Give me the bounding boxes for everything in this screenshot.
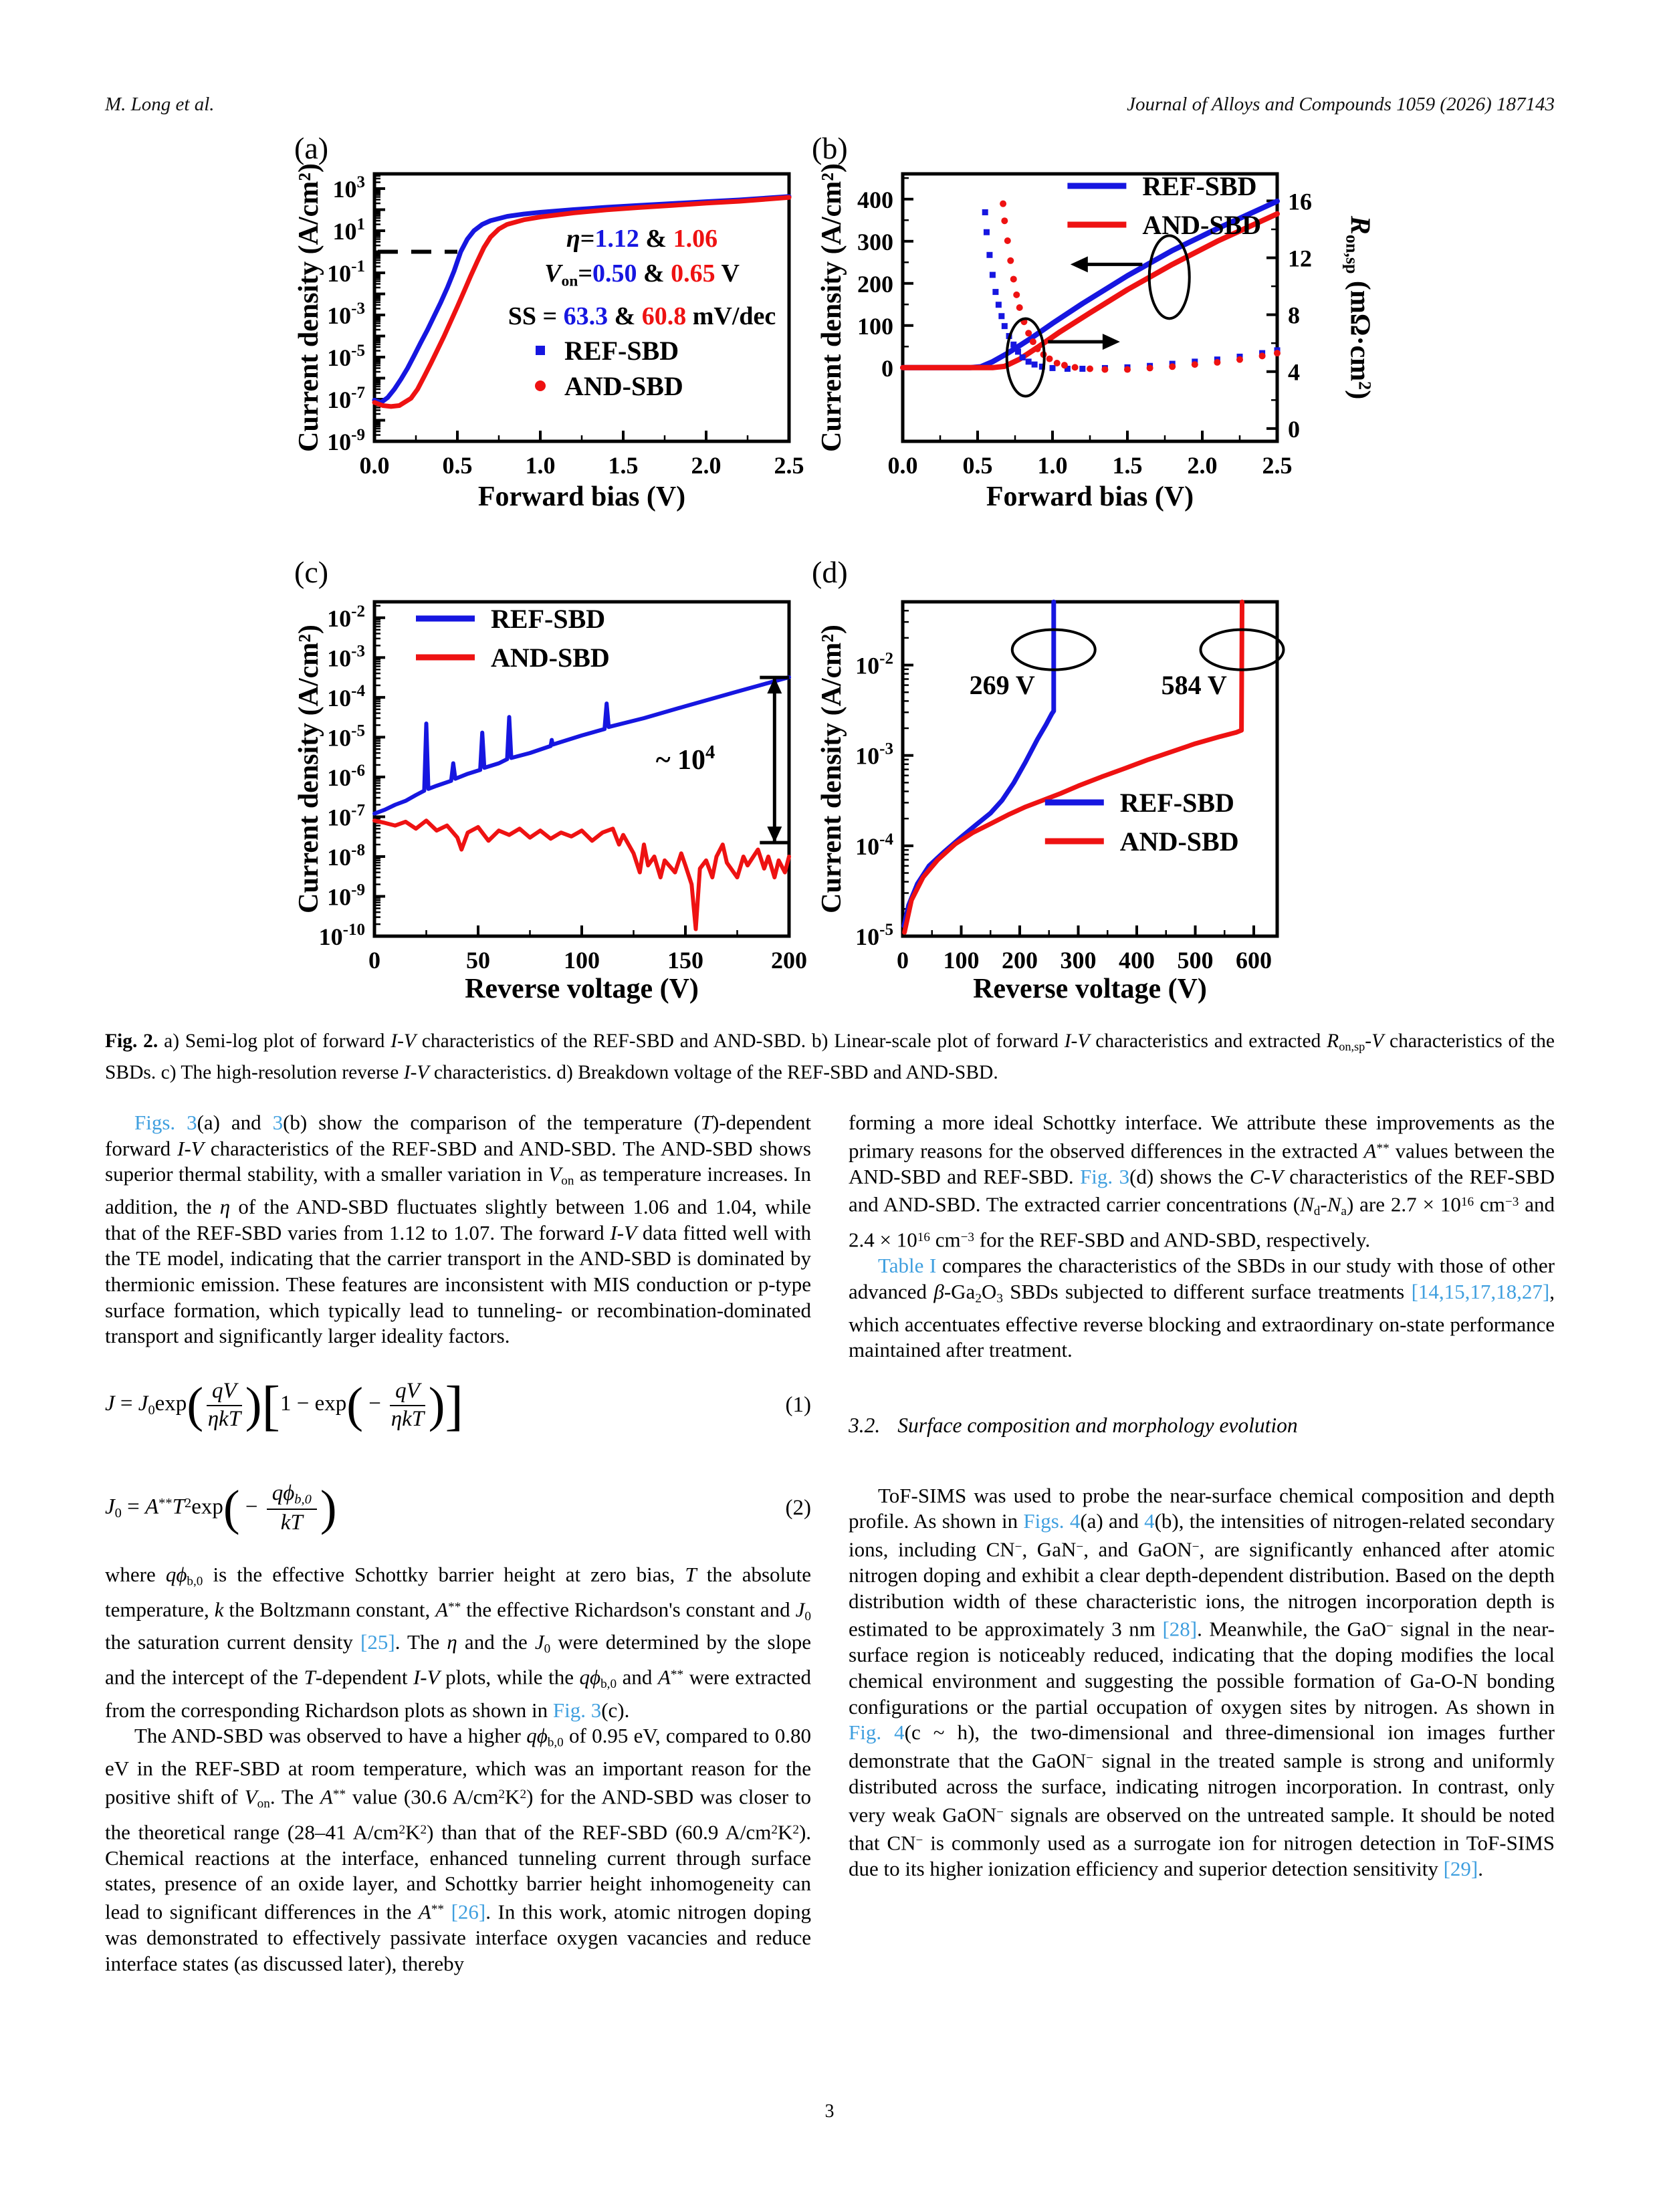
paragraph: The AND-SBD was observed to have a higher $q\phi_{b,0}$ of 0.95 eV, compared to 0.80 eV in the REF-SBD at room temperature, which was an important reason for the positive shift of $V_{on}$. The A** value (30.6 $A/cm^2K^2$) for the AND-SBD was closer to the theoretical range (28–41 $A/cm^2K^2$) than that of the REF-SBD (60.9 $A/cm^2K^2$). Chemical reactions at the interface, enhanced tunneling current through surface states, presence of an oxide layer, and Schottky barrier height inhomogeneity can lead to significant differences in the A** [26]. In this work, atomic nitrogen doping was demonstrated to effectively passivate interface oxygen vacancies and reduce interface states (as discussed later), thereby (105, 1724, 812, 1975)
panel-label-a: (a) (294, 131, 329, 165)
svg-text:10-7: $10^{-7}$ (327, 384, 365, 414)
x-axis-title: Reverse voltage (V) (973, 974, 1207, 1004)
svg-text:0: 0 (897, 947, 909, 974)
svg-text:584 V: 584 V (1161, 669, 1227, 700)
svg-text:0: 0 (881, 354, 893, 382)
svg-text:100: 100 (943, 947, 980, 974)
svg-text:0.0: 0.0 (359, 452, 390, 479)
equation-2 (105, 1462, 811, 1555)
citation-link[interactable]: Figs. 3 (134, 1111, 197, 1134)
svg-text:10-2: $10^{-2}$ (855, 649, 893, 679)
running-head-journal: Journal of Alloys and Compounds 1059 (2026) 187143 (1127, 94, 1555, 115)
svg-text:REF-SBD: REF-SBD (1119, 788, 1234, 818)
svg-text:0.5: 0.5 (962, 452, 993, 479)
running-head-authors: M. Long et al. (105, 94, 215, 115)
ss-values: SS = 63.3 & 60.8 mV/dec (508, 302, 776, 330)
equation-number: (1) (785, 1393, 811, 1418)
panel-label-c: (c) (294, 555, 329, 589)
page-number: 3 (824, 2101, 835, 2122)
svg-text:300: 300 (857, 228, 893, 255)
y-axis-title: Current density (A/cm²) (816, 625, 847, 913)
svg-text:0: 0 (368, 947, 380, 974)
svg-text:AND-SBD: AND-SBD (564, 371, 683, 401)
y-axis-title: Current density (A/cm²) (294, 163, 324, 452)
svg-text:2.0: 2.0 (691, 452, 722, 479)
svg-text:10-3: $10^{-3}$ (327, 642, 365, 672)
chart-panel-b (802, 124, 1384, 518)
citation-link[interactable]: 4 (1144, 1509, 1155, 1533)
citation-link[interactable]: Fig. 3 (1080, 1164, 1130, 1188)
equation-number: (2) (785, 1496, 811, 1521)
svg-text:100: 100 (857, 312, 893, 340)
von-values: $V_{on}=0.50$ & 0.65 V (544, 259, 740, 290)
svg-text:10-3: $10^{-3}$ (855, 740, 893, 770)
svg-text:10-4: $10^{-4}$ (327, 681, 365, 711)
chart-panel-c (281, 545, 816, 1013)
svg-text:400: 400 (1119, 947, 1155, 974)
svg-text:150: 150 (667, 947, 703, 974)
x-axis-title: Reverse voltage (V) (465, 974, 699, 1004)
equation-1-body: $J = J_0\exp$( $\frac{qV}{\text{ηkT}}$ )[1 − exp( − $\frac{qV}{\text{ηkT}}$ )] (105, 1374, 463, 1436)
svg-text:200: 200 (771, 947, 807, 974)
x-axis-title: Forward bias (V) (477, 481, 686, 512)
right-y-axis-title: $R_{on,sp}$ $(m\Omega\cdot cm^2)$ (1342, 215, 1375, 400)
svg-text:AND-SBD: AND-SBD (491, 643, 610, 673)
paragraph: forming a more ideal Schottky interface. We attribute these improvements as the primary reasons for the observed differences in the extracted A** values between the AND-SBD and REF-SBD. Fig. 3(d) shows the C-V characteristics of the REF-SBD and AND-SBD. The extracted carrier concentrations $(N_d-N_a)$ are $2.7 \times 10^{16}$ $cm^{-3}$ and $2.4 \times 10^{16}$ $cm^{-3}$ for the REF-SBD and AND-SBD, respectively. (849, 1111, 1555, 1252)
citation-link[interactable]: [26] (451, 1900, 486, 1924)
forward-jv-linear-plot (802, 124, 1384, 518)
citation-link[interactable]: 3 (272, 1111, 284, 1134)
svg-text:10-4: $10^{-4}$ (855, 830, 893, 860)
svg-text:1.5: 1.5 (608, 452, 639, 479)
svg-text:10-3: $10^{-3}$ (327, 300, 365, 330)
svg-text:2.5: 2.5 (774, 452, 804, 479)
svg-text:10-6: $10^{-6}$ (327, 761, 365, 791)
svg-text:0.5: 0.5 (442, 452, 473, 479)
svg-text:10-5: $10^{-5}$ (327, 722, 365, 752)
svg-text:103: $10^3$ (332, 173, 365, 203)
svg-text:REF-SBD: REF-SBD (1142, 171, 1257, 201)
svg-text:400: 400 (857, 186, 893, 213)
svg-text:AND-SBD: AND-SBD (1119, 826, 1239, 857)
svg-text:101: $10^1$ (332, 215, 365, 245)
right-column (849, 1110, 1555, 1882)
citation-link[interactable]: [14,15,17,18,27] (1411, 1279, 1550, 1303)
y-axis-title: Current density (A/cm²) (294, 625, 324, 913)
breakdown-voltage-plot (802, 545, 1384, 1013)
svg-text:~ 104: ~ $10^4$ (655, 742, 715, 776)
svg-text:200: 200 (857, 270, 893, 298)
citation-link[interactable]: Figs. 4 (1023, 1509, 1081, 1533)
svg-text:1.0: 1.0 (525, 452, 556, 479)
svg-text:600: 600 (1236, 947, 1272, 974)
reverse-jv-plot (281, 545, 816, 1013)
svg-text:2.0: 2.0 (1187, 452, 1218, 479)
section-heading: 3.2. Surface composition and morphology evolution (849, 1414, 1298, 1438)
paragraph: Figs. 3(a) and 3(b) show the comparison of the temperature (T)-dependent forward I-V characteristics of the REF-SBD and AND-SBD. The AND-SBD shows superior thermal stability, with a smaller variation in $V_{on}$ as temperature increases. In addition, the η of the AND-SBD fluctuates slightly between 1.06 and 1.04, while that of the REF-SBD varies from 1.12 to 1.07. The forward I-V data fitted well with the TE model, indicating that the carrier transport in the AND-SBD is dominated by thermionic emission. These features are inconsistent with MIS conduction or p-type surface formation, which typically lead to tunneling- or recombination-dominated transport and significantly larger ideality factors. (105, 1111, 811, 1348)
left-column (105, 1110, 811, 1977)
x-axis-title: Forward bias (V) (986, 481, 1194, 512)
svg-text:269 V: 269 V (969, 669, 1035, 700)
svg-text:2.5: 2.5 (1262, 452, 1293, 479)
svg-text:10-8: $10^{-8}$ (327, 841, 365, 871)
eta-values: η=1.12 & 1.06 (566, 225, 718, 253)
panel-label-d: (d) (812, 555, 848, 589)
equation-2-body: $J_0 = A^{**}T^2\exp$( − $\frac{q\phi_{b,0}}{kT}$ ) (105, 1480, 337, 1536)
svg-text:REF-SBD: REF-SBD (564, 336, 679, 366)
svg-text:10-10: $10^{-10}$ (318, 921, 365, 950)
svg-text:200: 200 (1002, 947, 1038, 974)
svg-text:10-7: $10^{-7}$ (327, 801, 365, 831)
figure-caption: Fig. 2. a) Semi-log plot of forward I-V characteristics of the REF-SBD and AND-SBD. b) Linear-scale plot of forward I-V characteristics and extracted $R_{on,sp}-V$ characteristics of the SBDs. c) The high-resolution reverse I-V characteristics. d) Breakdown voltage of the REF-SBD and AND-SBD. (105, 1030, 1555, 1084)
citation-link[interactable]: Fig. 4 (849, 1721, 905, 1745)
svg-text:0.0: 0.0 (887, 452, 918, 479)
svg-text:10-2: $10^{-2}$ (327, 602, 365, 632)
panel-label-b: (b) (812, 131, 848, 165)
svg-text:100: 100 (564, 947, 600, 974)
svg-text:10-9: $10^{-9}$ (327, 426, 365, 455)
svg-text:8: 8 (1288, 302, 1300, 329)
chart-panel-d (802, 545, 1384, 1013)
svg-text:REF-SBD: REF-SBD (491, 604, 606, 634)
svg-text:1.0: 1.0 (1037, 452, 1068, 479)
svg-text:300: 300 (1060, 947, 1097, 974)
paragraph: ToF-SIMS was used to probe the near-surface chemical composition and depth profile. As shown in Figs. 4(a) and 4(b), the intensities of nitrogen-related secondary ions, including CN−, GaN−, and GaON−, are significantly enhanced after atomic nitrogen doping and exhibit a clear depth-dependent distribution. Based on the depth distribution width of these characteristic ions, the nitrogen incorporation depth is estimated to be approximately 3 nm [28]. Meanwhile, the GaO− signal in the near-surface region is noticeably reduced, indicating that the doping modifies the local chemical environment and suggesting the possible formation of Ga-O-N bonding configurations or the partial occupation of oxygen sites by nitrogen. As shown in Fig. 4(c ~ h), the two-dimensional and three-dimensional ion images further demonstrate that the GaON− signal in the treated sample is strong and uniformly distributed across the surface, indicating nitrogen incorporation. In contrast, only very weak GaON− signals are observed on the untreated sample. It should be noted that CN− is commonly used as a surrogate ion for nitrogen detection in ToF-SIMS due to its higher ionization efficiency and superior detection sensitivity [29]. (849, 1483, 1555, 1881)
chart-panel-a (281, 124, 816, 518)
svg-text:0: 0 (1288, 415, 1300, 443)
svg-text:4: 4 (1288, 358, 1300, 386)
svg-text:50: 50 (466, 947, 490, 974)
svg-text:10-1: $10^{-1}$ (327, 257, 365, 288)
svg-text:10-5: $10^{-5}$ (327, 342, 365, 372)
citation-link[interactable]: Fig. 3 (552, 1698, 602, 1722)
svg-text:10-5: $10^{-5}$ (855, 921, 893, 950)
paragraph: Table I compares the characteristics of the SBDs in our study with those of other advanced $\beta-Ga_2O_3$ SBDs subjected to different surface treatments [14,15,17,18,27], which accentuates effective reverse blocking and extraordinary on-state performance maintained after treatment. (849, 1254, 1555, 1362)
equation-1 (105, 1359, 811, 1452)
device-stats-annotation (478, 221, 806, 334)
citation-link[interactable]: [29] (1443, 1857, 1478, 1881)
citation-link[interactable]: [28] (1162, 1617, 1198, 1641)
svg-text:500: 500 (1177, 947, 1214, 974)
svg-text:10-9: $10^{-9}$ (327, 881, 365, 911)
svg-text:16: 16 (1288, 188, 1312, 215)
svg-text:AND-SBD: AND-SBD (1142, 210, 1262, 240)
citation-link[interactable]: [25] (360, 1630, 395, 1654)
paragraph: where $q\phi_{b,0}$ is the effective Schottky barrier height at zero bias, T the absolute temperature, k the Boltzmann constant, A** the effective Richardson's constant and $J_0$ the saturation current density [25]. The η and the $J_0$ were determined by the slope and the intercept of the T-dependent I-V plots, while the $q\phi_{b,0}$ and A** were extracted from the corresponding Richardson plots as shown in Fig. 3(c). (105, 1562, 812, 1722)
svg-text:1.5: 1.5 (1112, 452, 1143, 479)
citation-link[interactable]: Table I (878, 1254, 937, 1278)
y-axis-title: Current density (A/cm²) (816, 163, 847, 452)
svg-text:12: 12 (1288, 245, 1312, 272)
